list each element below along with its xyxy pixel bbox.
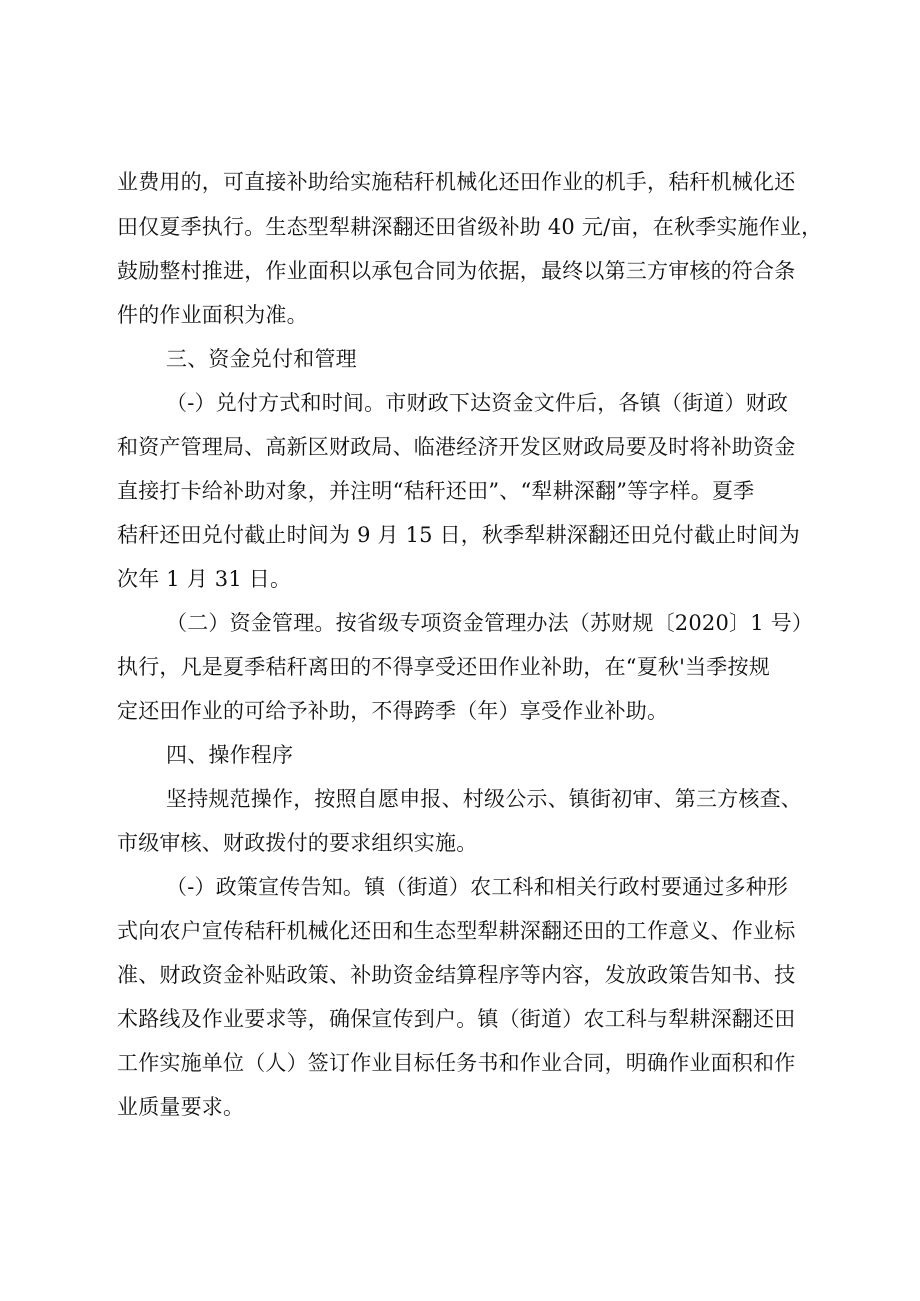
text-line-7: 和资产管理局、高新区财政局、临港经济开发区财政局要及时将补助资金 — [117, 435, 796, 459]
text-line-12: 执行，凡是夏季秸秆离田的不得享受还田作业补助，在“夏秋'当季按规 — [117, 655, 770, 679]
section-heading-3: 三、资金兑付和管理 — [166, 347, 357, 371]
text-line-11: （二）资金管理。按省级专项资金管理办法（苏财规〔2020〕1 号） — [166, 611, 814, 635]
text-line-19: 准、财政资金补贴政策、补助资金结算程序等内容，发放政策告知书、技 — [117, 963, 796, 987]
text-line-9: 秸秆还田兑付截止时间为 9 月 15 日，秋季犁耕深翻还田兑付截止时间为 — [117, 523, 800, 547]
section-heading-4: 四、操作程序 — [166, 743, 294, 767]
text-line-22: 业质量要求。 — [117, 1095, 245, 1119]
text-line-4: 件的作业面积为准。 — [117, 303, 308, 327]
text-line-2: 田仅夏季执行。生态型犁耕深翻还田省级补助 40 元/亩，在秋季实施作业， — [117, 215, 823, 239]
text-line-13: 定还田作业的可给予补助，不得跨季（年）享受作业补助。 — [117, 699, 669, 723]
text-line-20: 术路线及作业要求等，确保宣传到户。镇（街道）农工科与犁耕深翻还田 — [117, 1007, 796, 1031]
text-line-3: 鼓励整村推进，作业面积以承包合同为依据，最终以第三方审核的符合条 — [117, 259, 796, 283]
text-line-15: 坚持规范操作，按照自愿申报、村级公示、镇街初审、第三方核查、 — [166, 787, 802, 811]
text-line-16: 市级审核、财政拨付的要求组织实施。 — [117, 831, 478, 855]
text-line-1: 业费用的，可直接补助给实施秸秆机械化还田作业的机手，秸秆机械化还 — [117, 170, 796, 194]
text-line-17: （-）政策宣传告知。镇（街道）农工科和相关行政村要通过多种形 — [166, 875, 789, 899]
text-line-21: 工作实施单位（人）签订作业目标任务书和作业合同，明确作业面积和作 — [117, 1051, 796, 1075]
text-line-6: （-）兑付方式和时间。市财政下达资金文件后，各镇（街道）财政 — [166, 391, 789, 415]
text-line-10: 次年 1 月 31 日。 — [117, 567, 292, 591]
text-line-8: 直接打卡给补助对象，并注明“秸秆还田”、“犁耕深翻”等字样。夏季 — [117, 479, 755, 503]
text-line-18: 式向农户宣传秸秆机械化还田和生态型犁耕深翻还田的工作意义、作业标 — [117, 919, 796, 943]
